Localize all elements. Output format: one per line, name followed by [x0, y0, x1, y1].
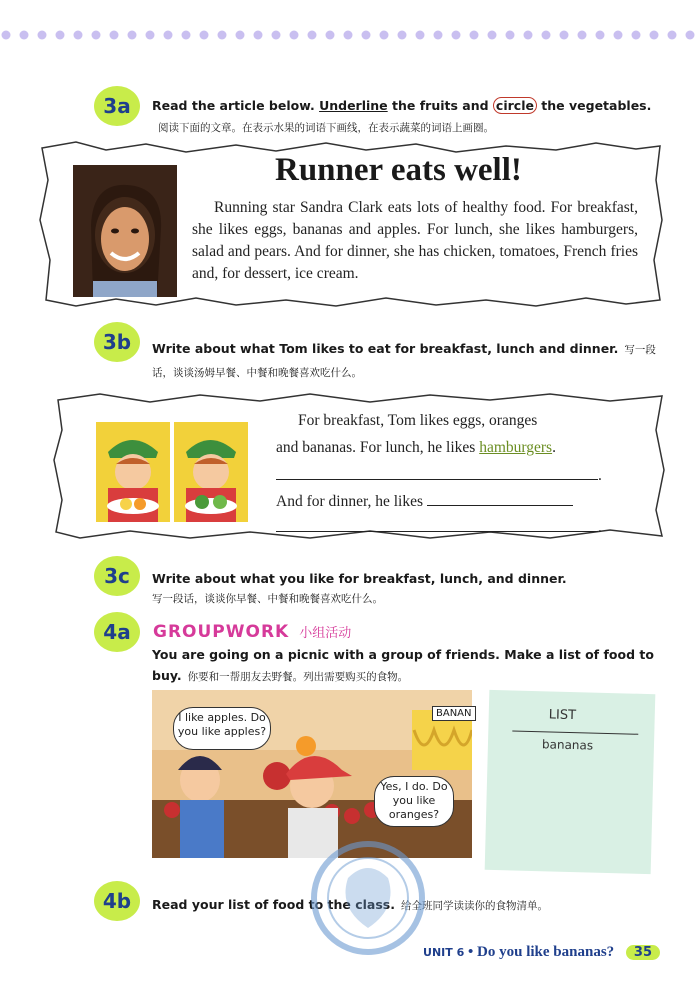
- section-3b-instruction: Write about what Tom likes to eat for breakfast, lunch and dinner. 写一段话，谈谈汤姆早餐、中餐和晚餐喜欢吃什么。: [152, 341, 656, 379]
- tom-line-5[interactable]: .: [276, 517, 602, 537]
- girl-speech-bubble: I like apples. Do you like apples?: [173, 707, 271, 750]
- tom-lunch-answer: hamburgers: [479, 439, 553, 456]
- page-footer: UNIT 6 • Do you like bananas? 35: [423, 944, 660, 961]
- section-3a-instruction: Read the article below. Underline the fruits and circle the vegetables.阅读下面的文章。在表示水果的词语下画线，在表示蔬菜的词语上画圈。: [152, 98, 652, 134]
- section-4a-badge: 4a: [94, 612, 140, 652]
- shopping-list-card[interactable]: [485, 690, 656, 874]
- list-divider: [512, 730, 638, 734]
- section-4b-instruction: Read your list of food to the class. 给全班同学读读你的食物清单。: [152, 897, 548, 912]
- tom-breakfast-picture: [96, 422, 170, 522]
- list-item: bananas: [541, 737, 594, 753]
- section-4a-instruction: You are going on a picnic with a group of friends. Make a list of food to buy. 你要和一帮朋友去野餐。列出需要购买的食物。: [152, 647, 654, 683]
- section-3c-instruction: Write about what you like for breakfast, lunch, and dinner. 写一段话，谈谈你早餐、中餐和晚餐喜欢吃什么。: [152, 571, 567, 605]
- tom-lunch-picture: [174, 422, 248, 522]
- article-title: Runner eats well!: [275, 152, 522, 188]
- section-3c-badge: 3c: [94, 556, 140, 596]
- boy-speech-bubble: Yes, I do. Do you like oranges?: [374, 776, 454, 827]
- page-number: 35: [626, 945, 660, 960]
- list-title: LIST: [548, 707, 577, 724]
- section-3a-badge: 3a: [94, 86, 140, 126]
- article-body: Running star Sandra Clark eats lots of healthy food. For breakfast, she likes eggs, bananas and apples. For lunch, she likes hamburgers, salad and pears. And for dinner, she has chicken, tomatoes, French fries and, for dessert, ice cream.: [192, 199, 638, 282]
- sandra-clark-photo: [73, 165, 177, 297]
- tom-line-3[interactable]: .: [276, 465, 602, 485]
- tom-line-2: and bananas. For lunch, he likes hamburgers.: [276, 439, 556, 456]
- section-4b-badge: 4b: [94, 881, 140, 921]
- section-3b-badge: 3b: [94, 322, 140, 362]
- decorative-dot-border: [0, 28, 700, 42]
- tom-line-1: For breakfast, Tom likes eggs, oranges: [298, 412, 538, 429]
- groupwork-heading: GROUPWORK 小组活动: [153, 622, 352, 642]
- banana-sign: BANAN: [432, 706, 476, 721]
- tom-line-4[interactable]: And for dinner, he likes: [276, 491, 573, 511]
- watermark-stamp: [308, 838, 428, 958]
